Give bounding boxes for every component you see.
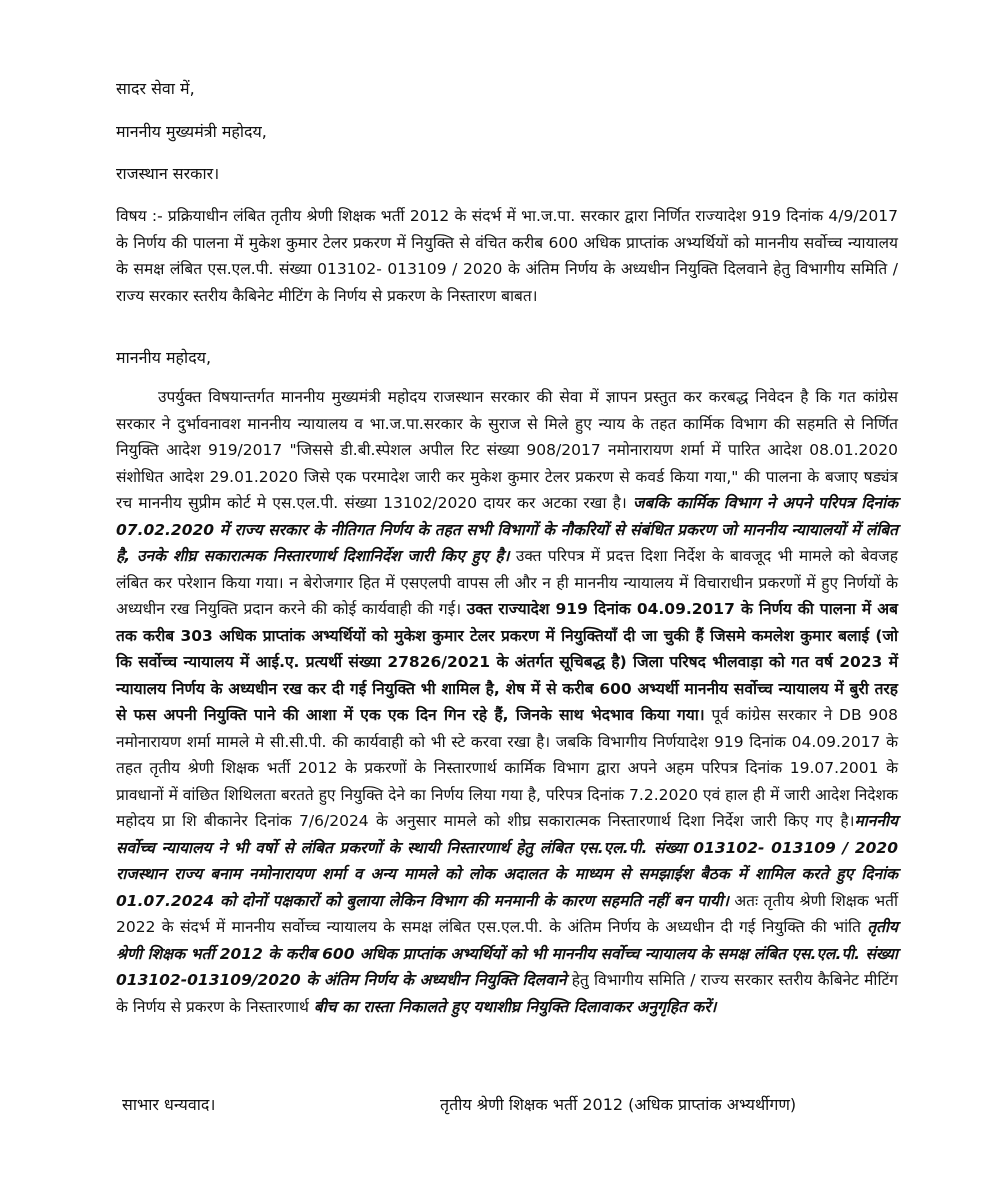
body-segment-10-emphasis: बीच का रास्ता निकालते हुए यथाशीघ्र नियुक्ति दिलावाकर अनुगृहित करें।: [313, 997, 717, 1016]
address-line-2: माननीय मुख्यमंत्री महोदय,: [116, 122, 267, 141]
body-segment-1: उपर्युक्त विषयान्तर्गत माननीय मुख्यमंत्री महोदय राजस्थान सरकार की सेवा में ज्ञापन प्रस्तुत कर करबद्ध निवेदन है कि गत कांग्रेस सरकार ने दुर्भावनावश माननीय न्यायालय व भा.ज.पा.सरकार के सुराज से मिले हुए न्याय के तहत कार्मिक विभाग की सहमति से निर्णित नियुक्ति आदेश 919/2017 "जिससे डी.बी.स्पेशल अपील रिट संख्या 908/2017 नमोनारायण शर्मा में पारित आदेश 08.01.2020 संशोधित आदेश 29.01.2020 जिसे एक परमादेश जारी कर मुकेश कुमार टेलर प्रकरण से कवर्ड किया गया," की पालना के बजाए षड्यंत्र रच माननीय सुप्रीम कोर्ट मे एस.एल.पी. संख्या 13102/2020 दायर कर अटका रखा है।: [116, 388, 898, 512]
address-line-3: राजस्थान सरकार।: [116, 164, 220, 183]
body-segment-6-emphasis: माननीय सर्वोच्च न्यायालय ने भी वर्षो से लंबित प्रकरणों के स्थायी निस्तारणार्थ हेतु लंबित एस.एल.पी. संख्या 013102- 013109 / 2020 राजस्थान राज्य बनाम नमोनारायण शर्मा व अन्य मामले को लोक अदालत के माध्यम से समझाईश बैठक में शामिल करते हुए दिनांक 01.07.2024 को दोनों पक्षकारों को बुलाया लेकिन विभाग की मनमानी के कारण सहमति नहीं बन पायी।: [116, 812, 898, 910]
body-segment-7: अतः तृतीय श्रेणी शिक्षक भर्ती 2022 के संदर्भ में माननीय सर्वोच्च न्यायालय के समक्ष लंबित एस.एल.पी. के अंतिम निर्णय के अध्यधीन दी गई नियुक्ति की भांति: [116, 891, 898, 936]
body-segment-2-emphasis: जबकि कार्मिक विभाग ने अपने परिपत्र दिनांक 07.02.2020 में राज्य सरकार के नीतिगत निर्णय के तहत सभी विभागों के नौकरियों से संबंधित प्रकरण जो माननीय न्यायालयों में लंबित है, उनके शीघ्र सकारात्मक निस्तारणार्थ दिशानिर्देश जारी किए हुए है।: [116, 494, 899, 565]
body-segment-8-emphasis: तृतीय श्रेणी शिक्षक भर्ती 2012 के करीब 600 अधिक प्राप्तांक अभ्यर्थियों को भी माननीय सर्वोच्च न्यायालय के समक्ष लंबित एस.एल.पी. संख्या 013102-013109/2020 के अंतिम निर्णय के अध्यधीन नियुक्ति दिलवाने: [116, 918, 898, 989]
body-paragraph: [116, 384, 898, 1020]
closing-thanks: साभार धन्यवाद।: [122, 1095, 216, 1114]
address-line-1: सादर सेवा में,: [116, 79, 195, 98]
closing-signature: तृतीय श्रेणी शिक्षक भर्ती 2012 (अधिक प्राप्तांक अभ्यर्थीगण): [440, 1095, 797, 1114]
salutation: माननीय महोदय,: [116, 348, 212, 367]
body-segment-5: पूर्व कांग्रेस सरकार ने DB 908 नमोनारायण शर्मा मामले मे सी.सी.पी. की कार्यवाही को भी स्टे करवा रखा है। जबकि विभागीय निर्णयादेश 919 दिनांक 04.09.2017 के तहत तृतीय श्रेणी शिक्षक भर्ती 2012 के प्रकरणों के निस्तारणार्थ कार्मिक विभाग द्वारा अपने अहम परिपत्र दिनांक 19.07.2001 के प्रावधानों में वांछित शिथिलता बरतते हुए नियुक्ति देने का निर्णय लिया गया है, परिपत्र दिनांक 7.2.2020 एवं हाल ही में जारी आदेश निदेशक महोदय प्रा शि बीकानेर दिनांक 7/6/2024 के अनुसार मामले को शीघ्र सकारात्मक निस्तारणार्थ दिशा निर्देश जारी किए गए है।: [116, 706, 898, 830]
body-segment-3: उक्त परिपत्र में प्रदत्त दिशा निर्देश के बावजूद भी मामले को बेवजह लंबित कर परेशान किया गया। न बेरोजगार हित में एसएलपी वापस ली और न ही माननीय न्यायालय में विचाराधीन प्रकरणों में हुए निर्णयों के अध्यधीन रख नियुक्ति प्रदान करने की कोई कार्यवाही की गई।: [116, 547, 898, 618]
body-segment-4-bold: उक्त राज्यादेश 919 दिनांक 04.09.2017 के निर्णय की पालना में अब तक करीब 303 अधिक प्राप्तांक अभ्यर्थियों को मुकेश कुमार टेलर प्रकरण में नियुक्तियाँ दी जा चुकी हैं जिसमे कमलेश कुमार बलाई (जो कि सर्वोच्च न्यायालय में आई.ए. प्रत्यर्थी संख्या 27826/2021 के अंतर्गत सूचिबद्ध है) जिला परिषद भीलवाड़ा को गत वर्ष 2023 में न्यायालय निर्णय के अध्यधीन रख कर दी गई नियुक्ति भी शामिल है, शेष में से करीब 600 अभ्यर्थी माननीय सर्वोच्च न्यायालय में बुरी तरह से फस अपनी नियुक्ति पाने की आशा में एक एक दिन गिन रहे हैं, जिनके साथ भेदभाव किया गया।: [116, 600, 898, 724]
body-segment-9: हेतु विभागीय समिति / राज्य सरकार स्तरीय कैबिनेट मीटिंग के निर्णय से प्रकरण के निस्तारणार्थ: [116, 971, 898, 1016]
subject-paragraph: विषय :- प्रक्रियाधीन लंबित तृतीय श्रेणी शिक्षक भर्ती 2012 के संदर्भ में भा.ज.पा. सरकार द्वारा निर्णित राज्यादेश 919 दिनांक 4/9/2017 के निर्णय की पालना में मुकेश कुमार टेलर प्रकरण में नियुक्ति से वंचित करीब 600 अधिक प्राप्तांक अभ्यर्थियों को माननीय सर्वोच्च न्यायालय के समक्ष लंबित एस.एल.पी. संख्या 013102- 013109 / 2020 के अंतिम निर्णय के अध्यधीन नियुक्ति दिलवाने हेतु विभागीय समिति / राज्य सरकार स्तरीय कैबिनेट मीटिंग के निर्णय से प्रकरण के निस्तारण बाबत।: [116, 207, 898, 305]
